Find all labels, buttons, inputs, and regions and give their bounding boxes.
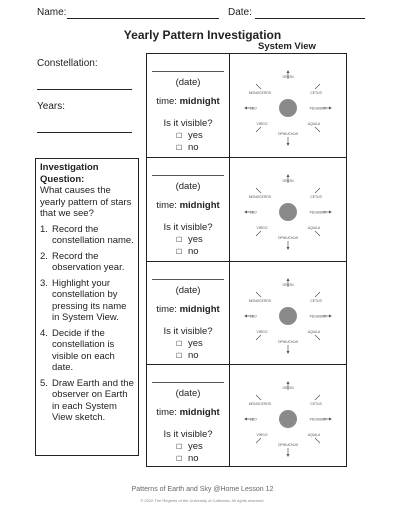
constellation-field[interactable] (37, 89, 132, 90)
no-label: no (188, 350, 199, 361)
system-view-diagram (236, 376, 340, 462)
time-value: midnight (179, 304, 220, 315)
no-option[interactable] (176, 453, 199, 464)
system-view-diagram (236, 169, 340, 255)
footer-lesson: Patterns of Earth and Sky @Home Lesson 12 (131, 486, 274, 493)
label-monoceros[interactable]: MONOCEROS (248, 91, 272, 95)
system-view-diagram (236, 273, 340, 359)
no-option[interactable] (176, 350, 199, 361)
label-aquila[interactable]: AQUILA (307, 226, 321, 230)
date-entry-line[interactable] (152, 382, 224, 383)
label-ophiuchus[interactable]: OPHIUCHUS (277, 443, 299, 447)
label-orion[interactable]: ORION (282, 386, 294, 390)
sun-icon (279, 203, 297, 221)
date-label: (date) (175, 388, 201, 399)
row-divider (146, 364, 347, 365)
date-entry-line[interactable] (152, 71, 224, 72)
label-leo[interactable]: LEO (250, 417, 257, 422)
yes-checkbox[interactable]: ☐ (176, 133, 183, 140)
date-entry-line[interactable] (152, 175, 224, 176)
no-label: no (188, 453, 199, 464)
visible-question: Is it visible? (163, 429, 213, 440)
label-orion[interactable]: ORION (282, 75, 294, 79)
label-virgo[interactable]: VIRGO (256, 433, 268, 437)
label-orion[interactable]: ORION (282, 179, 294, 183)
label-ophiuchus[interactable]: OPHIUCHUS (277, 132, 299, 136)
no-label: no (188, 246, 199, 257)
label-monoceros[interactable]: MONOCEROS (248, 195, 272, 199)
label-virgo[interactable]: VIRGO (256, 122, 268, 126)
row-divider (146, 261, 347, 262)
footer-copyright: © 2020 The Regents of the University of California. All rights reserved. (140, 498, 265, 503)
date-label: (date) (175, 77, 201, 88)
date-entry-line[interactable] (152, 279, 224, 280)
yes-checkbox[interactable]: ☐ (176, 237, 183, 244)
no-option[interactable] (176, 246, 199, 257)
investigation-question-box (35, 158, 139, 456)
sun-icon (279, 410, 297, 428)
no-checkbox[interactable]: ☐ (176, 353, 183, 360)
system-view-diagram (236, 65, 340, 151)
no-option[interactable] (176, 142, 199, 153)
label-ophiuchus[interactable]: OPHIUCHUS (277, 236, 299, 240)
step-item: 1. Record the constellation name. (40, 223, 134, 246)
time-label (146, 96, 230, 107)
no-checkbox[interactable]: ☐ (176, 249, 183, 256)
no-checkbox[interactable]: ☐ (176, 145, 183, 152)
label-orion[interactable]: ORION (282, 283, 294, 287)
yes-option[interactable] (176, 338, 203, 349)
instruction-steps (40, 224, 134, 424)
row-divider (146, 157, 347, 158)
sun-icon (279, 307, 297, 325)
label-cetus[interactable]: CETUS (310, 402, 322, 406)
time-prefix: time: (156, 96, 177, 107)
investigation-question: What causes the yearly pattern of stars that we see? (40, 185, 132, 219)
time-prefix: time: (156, 304, 177, 315)
label-cetus[interactable]: CETUS (310, 195, 322, 199)
sun-icon (279, 99, 297, 117)
no-label: no (188, 142, 199, 153)
label-ophiuchus[interactable]: OPHIUCHUS (277, 340, 299, 344)
label-monoceros[interactable]: MONOCEROS (248, 299, 272, 303)
label-aquila[interactable]: AQUILA (307, 433, 321, 437)
years-label: Years: (37, 101, 65, 112)
step-item: 3. Highlight your constellation by pressing its name in System View. (40, 277, 127, 323)
time-prefix: time: (156, 200, 177, 211)
label-aquila[interactable]: AQUILA (307, 330, 321, 334)
investigation-title: Investigation Question: (40, 162, 99, 185)
yes-label: yes (188, 338, 203, 349)
date-label: (date) (175, 181, 201, 192)
visible-question: Is it visible? (163, 222, 213, 233)
time-value: midnight (179, 96, 220, 107)
yes-option[interactable] (176, 441, 203, 452)
grid-divider (229, 53, 230, 467)
step-item: 4. Decide if the constellation is visible on each date. (40, 327, 115, 373)
step-item: 2. Record the observation year. (40, 250, 125, 273)
no-checkbox[interactable]: ☐ (176, 456, 183, 463)
label-pegasus[interactable]: PEGASUS (309, 314, 326, 319)
constellation-label: Constellation: (37, 58, 98, 69)
time-label (146, 304, 230, 315)
date-label: Date: (228, 7, 252, 18)
yes-checkbox[interactable]: ☐ (176, 341, 183, 348)
years-field[interactable] (37, 132, 132, 133)
label-leo[interactable]: LEO (250, 314, 257, 319)
page-title: Yearly Pattern Investigation (123, 28, 282, 42)
label-aquila[interactable]: AQUILA (307, 122, 321, 126)
name-label: Name: (37, 7, 67, 18)
time-prefix: time: (156, 407, 177, 418)
visible-question: Is it visible? (163, 118, 213, 129)
system-view-heading: System View (258, 41, 316, 52)
label-cetus[interactable]: CETUS (310, 299, 322, 303)
yes-option[interactable] (176, 234, 203, 245)
label-pegasus[interactable]: PEGASUS (309, 210, 326, 215)
yes-label: yes (188, 130, 203, 141)
step-item: 5. Draw Earth and the observer on Earth in each System View sketch. (40, 377, 134, 423)
label-pegasus[interactable]: PEGASUS (309, 106, 326, 111)
label-leo[interactable]: LEO (250, 210, 257, 215)
time-value: midnight (179, 407, 220, 418)
visible-question: Is it visible? (163, 326, 213, 337)
name-field[interactable] (67, 18, 219, 19)
label-pegasus[interactable]: PEGASUS (309, 417, 326, 422)
label-virgo[interactable]: VIRGO (256, 330, 268, 334)
yes-checkbox[interactable]: ☐ (176, 444, 183, 451)
time-value: midnight (179, 200, 220, 211)
time-label (146, 407, 230, 418)
label-leo[interactable]: LEO (250, 106, 257, 111)
yes-option[interactable] (176, 130, 203, 141)
yes-label: yes (188, 441, 203, 452)
label-monoceros[interactable]: MONOCEROS (248, 402, 272, 406)
label-virgo[interactable]: VIRGO (256, 226, 268, 230)
date-field[interactable] (255, 18, 365, 19)
date-label: (date) (175, 285, 201, 296)
time-label (146, 200, 230, 211)
yes-label: yes (188, 234, 203, 245)
label-cetus[interactable]: CETUS (310, 91, 322, 95)
